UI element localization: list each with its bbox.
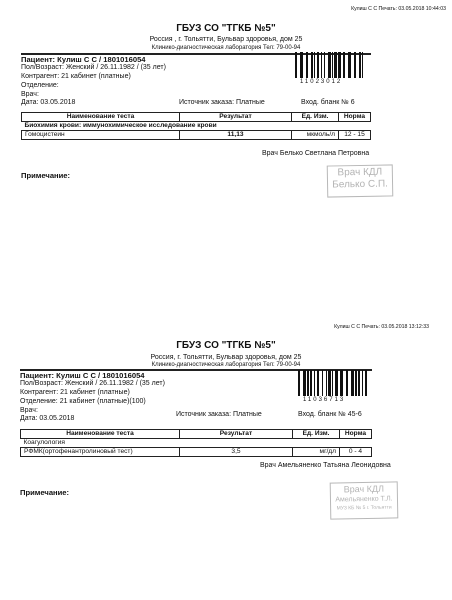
barcode-bar — [355, 370, 357, 396]
contragent: Контрагент: 21 кабинет (платные) — [20, 389, 130, 396]
signed-by: Врач Амельяненко Татьяна Леонидовна — [260, 462, 391, 469]
test-unit: мг/дл — [293, 448, 340, 457]
clinic-address: Россия, г. Тольятти, Бульвар здоровья, дом 25 — [150, 354, 302, 361]
contragent: Контрагент: 21 кабинет (платные) — [21, 73, 131, 80]
barcode-bar — [295, 52, 297, 78]
blank-number: Вход. бланк № 6 — [301, 99, 355, 106]
stamp-line: Врач КДЛ — [343, 483, 385, 495]
test-result: 11,13 — [180, 131, 292, 140]
barcode-bar — [322, 370, 323, 396]
stamp-line: МУЗ КБ № 5 г. Тольятти — [336, 504, 392, 512]
barcode-number: 11036713 — [303, 397, 346, 403]
barcode-bar — [321, 52, 322, 78]
barcode-bar — [343, 52, 345, 78]
barcode-bar — [310, 370, 312, 396]
table-row — [21, 448, 372, 457]
barcode-bar — [354, 52, 356, 78]
col-result: Результат — [180, 113, 292, 122]
doctor-stamp — [327, 164, 394, 197]
barcode-bar — [328, 370, 331, 396]
lab-name: Клинико-диагностическая лаборатория Тел: 79-00-94 — [151, 362, 301, 368]
patient-name: Пациент: Кулиш С С / 1801016054 — [21, 55, 146, 64]
print-stamp: Кулиш С С Печать: 03.05.2018 10:44:03 — [351, 6, 446, 12]
barcode-bar — [362, 370, 363, 396]
section-title: Коагулология — [21, 439, 372, 448]
col-test: Наименование теста — [22, 113, 180, 122]
department: Отделение: 21 кабинет (платные)(100) — [20, 398, 146, 405]
clinic-address: Россия , г. Тольятти, Бульвар здоровья, дом 25 — [149, 36, 303, 43]
barcode-bar — [326, 370, 327, 396]
doctor: Врач: — [20, 407, 38, 414]
col-norm: Норма — [339, 113, 371, 122]
print-stamp: Кулиш С С Печать: 03.05.2018 13:12:33 — [334, 324, 429, 330]
barcode-bar — [346, 370, 348, 396]
section-title: Биохимия крови: иммунохимическое исследование крови — [22, 122, 371, 131]
report-date: Дата: 03.05.2018 — [20, 415, 75, 422]
note-label: Примечание: — [21, 171, 71, 180]
lab-name: Клинико-диагностическая лаборатория Тел: 79-00-94 — [151, 45, 301, 51]
signed-by: Врач Белько Светлана Петровна — [262, 150, 370, 157]
blank-number: Вход. бланк № 45-6 — [298, 411, 362, 418]
col-result: Результат — [180, 430, 293, 439]
barcode-bar — [332, 52, 333, 78]
department: Отделение: — [21, 82, 59, 89]
barcode-bar — [303, 370, 306, 396]
barcode-bar — [362, 52, 363, 78]
stamp-line: Белько С.П. — [332, 178, 388, 191]
barcode-bar — [340, 370, 343, 396]
note-label: Примечание: — [20, 488, 70, 497]
test-unit: мкмоль/л — [292, 131, 339, 140]
barcode-bar — [365, 370, 367, 396]
barcode — [294, 52, 366, 78]
barcode-bar — [328, 52, 331, 78]
test-norm: 12 - 15 — [339, 131, 371, 140]
barcode-bar — [334, 52, 337, 78]
barcode-number: 11023012 — [300, 79, 343, 85]
patient-sex-age: Пол/Возраст: Женский / 26.11.1982 / (35 лет) — [20, 380, 165, 387]
stamp-line: Врач КДЛ — [337, 166, 383, 179]
barcode — [297, 370, 369, 396]
col-norm: Норма — [340, 430, 372, 439]
doctor-stamp — [330, 481, 399, 519]
table-row — [22, 131, 371, 140]
results-table — [21, 112, 371, 140]
clinic-title: ГБУЗ СО "ТГКБ №5" — [176, 23, 276, 34]
barcode-bar — [359, 52, 361, 78]
stamp-line: Амельяненко Т.Л. — [335, 495, 393, 504]
test-name: РФМК(ортофенантролиновый тест) — [21, 448, 180, 457]
barcode-bar — [307, 370, 309, 396]
barcode-bar — [311, 52, 313, 78]
barcode-bar — [351, 370, 354, 396]
barcode-bar — [338, 52, 341, 78]
barcode-bar — [314, 370, 315, 396]
barcode-bar — [324, 52, 325, 78]
barcode-bar — [317, 370, 319, 396]
test-result: 3,5 — [180, 448, 293, 457]
results-table — [20, 429, 372, 457]
col-unit: Ед. Изм. — [292, 113, 339, 122]
barcode-bar — [298, 370, 300, 396]
barcode-bar — [306, 52, 308, 78]
patient-sex-age: Пол/Возраст: Женский / 26.11.1982 / (35 лет) — [21, 64, 166, 71]
test-name: Гомоцистеин — [22, 131, 180, 140]
barcode-bar — [348, 52, 351, 78]
order-source: Источник заказа: Платные — [176, 411, 262, 418]
barcode-bar — [317, 52, 319, 78]
barcode-bar — [300, 52, 303, 78]
test-norm: 0 - 4 — [340, 448, 372, 457]
barcode-bar — [314, 52, 315, 78]
doctor: Врач: — [21, 91, 39, 98]
report-date: Дата: 03.05.2018 — [21, 99, 76, 106]
barcode-bar — [358, 370, 360, 396]
order-source: Источник заказа: Платные — [179, 99, 265, 106]
barcode-bar — [335, 370, 338, 396]
clinic-title: ГБУЗ СО "ТГКБ №5" — [176, 340, 276, 351]
col-unit: Ед. Изм. — [293, 430, 340, 439]
barcode-bar — [332, 370, 333, 396]
patient-name: Пациент: Кулиш С С / 1801016054 — [20, 371, 145, 380]
col-test: Наименование теста — [21, 430, 180, 439]
